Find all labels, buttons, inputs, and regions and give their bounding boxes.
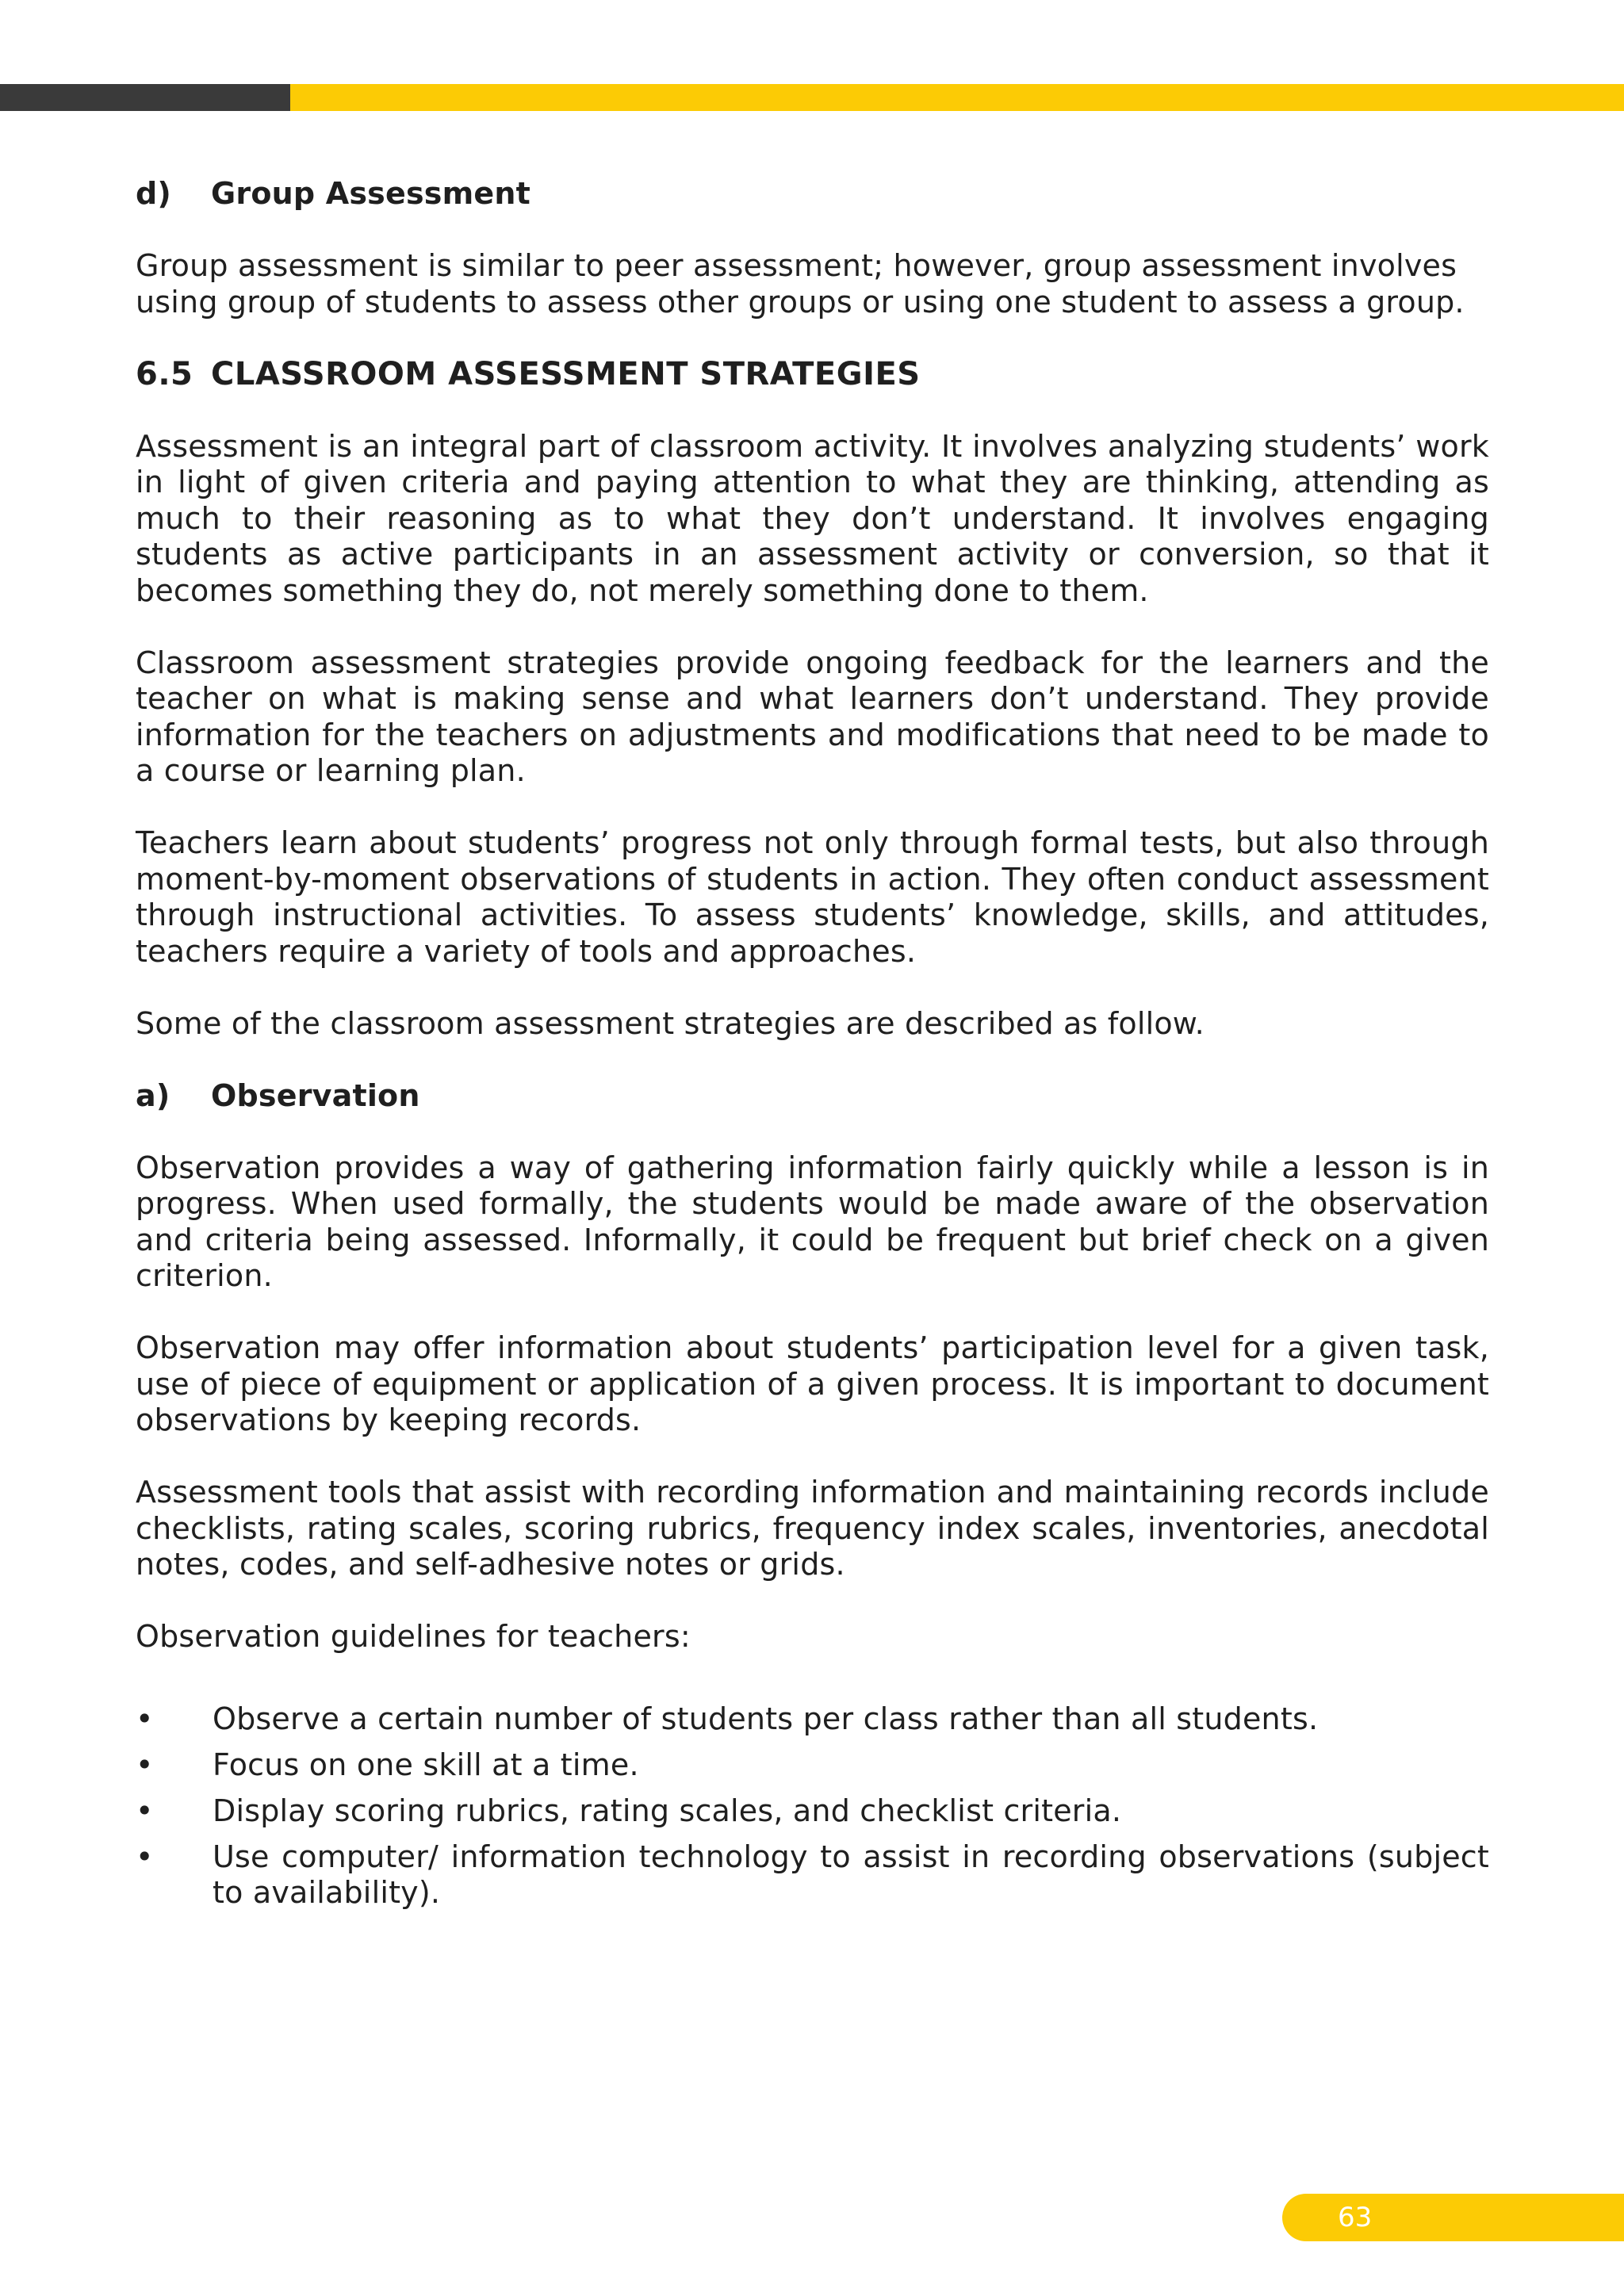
paragraph: Observation guidelines for teachers:: [136, 1619, 691, 1654]
list-item: [136, 1747, 1489, 1784]
section-number: 6.5: [136, 355, 193, 392]
subsection-title: Observation: [211, 1077, 420, 1113]
header-bar-dark-segment: [0, 84, 290, 111]
guidelines-list: [136, 1701, 1489, 1911]
paragraph: Observation provides a way of gathering information fairly quickly while a lesson is in progress. When used formally, the students would be made aware of the observation and criteria being assessed. Informally, it could be frequent but brief check on a given criterion.: [136, 1150, 1489, 1293]
subsection-title: Group Assessment: [211, 176, 530, 211]
page-number: 63: [1338, 2202, 1373, 2233]
list-item-text: Display scoring rubrics, rating scales, and checklist criteria.: [213, 1793, 1122, 1828]
paragraph: Classroom assessment strategies provide ongoing feedback for the learners and the teacher on what is making sense and what learners don’t understand. They provide information for the teachers on adjustments and modifications that need to be made to a course or learning plan.: [136, 645, 1489, 788]
bullet-icon: •: [136, 1701, 154, 1736]
page-content: [136, 176, 1489, 1921]
paragraph: Group assessment is similar to peer assessment; however, group assessment involves using group of students to assess other groups or using one student to assess a group.: [136, 248, 1465, 320]
paragraph: Observation may offer information about students’ participation level for a given task, use of piece of equipment or application of a given process. It is important to document observations by keeping records.: [136, 1330, 1489, 1437]
paragraph: Teachers learn about students’ progress not only through formal tests, but also through moment-by-moment observations of students in action. They often conduct assessment through instructional activities. To assess students’ knowledge, skills, and attitudes, teachers require a variety of tools and approaches.: [136, 825, 1489, 969]
subsection-marker: a): [136, 1077, 170, 1113]
bullet-icon: •: [136, 1839, 154, 1874]
list-item-text: Use computer/ information technology to assist in recording observations (subject to availability).: [213, 1839, 1489, 1910]
list-item-text: Observe a certain number of students per class rather than all students.: [213, 1701, 1319, 1736]
subsection-marker: d): [136, 176, 171, 211]
subsection-heading-observation: [136, 1078, 1489, 1115]
header-bar-accent-segment: [290, 84, 1624, 111]
section-title: CLASSROOM ASSESSMENT STRATEGIES: [211, 355, 921, 392]
list-item: [136, 1701, 1489, 1738]
section-heading: [136, 357, 1489, 393]
paragraph: Assessment tools that assist with recording information and maintaining records include checklists, rating scales, scoring rubrics, frequency index scales, inventories, anecdotal notes, codes, and self-adhesive notes or grids.: [136, 1475, 1489, 1582]
list-item: [136, 1839, 1489, 1911]
subsection-heading-group-assessment: [136, 176, 1489, 212]
paragraph: Some of the classroom assessment strategies are described as follow.: [136, 1005, 1205, 1041]
header-bar: [0, 84, 1624, 111]
list-item-text: Focus on one skill at a time.: [213, 1747, 639, 1782]
bullet-icon: •: [136, 1793, 154, 1828]
page-number-tab: [1282, 2194, 1624, 2241]
paragraph: Assessment is an integral part of classroom activity. It involves analyzing students’ work in light of given criteria and paying attention to what they are thinking, attending as much to their reasoning as to what they don’t understand. It involves engaging students as active participants in an assessment activity or conversion, so that it becomes something they do, not merely something done to them.: [136, 428, 1489, 608]
list-item: [136, 1793, 1489, 1830]
bullet-icon: •: [136, 1747, 154, 1782]
